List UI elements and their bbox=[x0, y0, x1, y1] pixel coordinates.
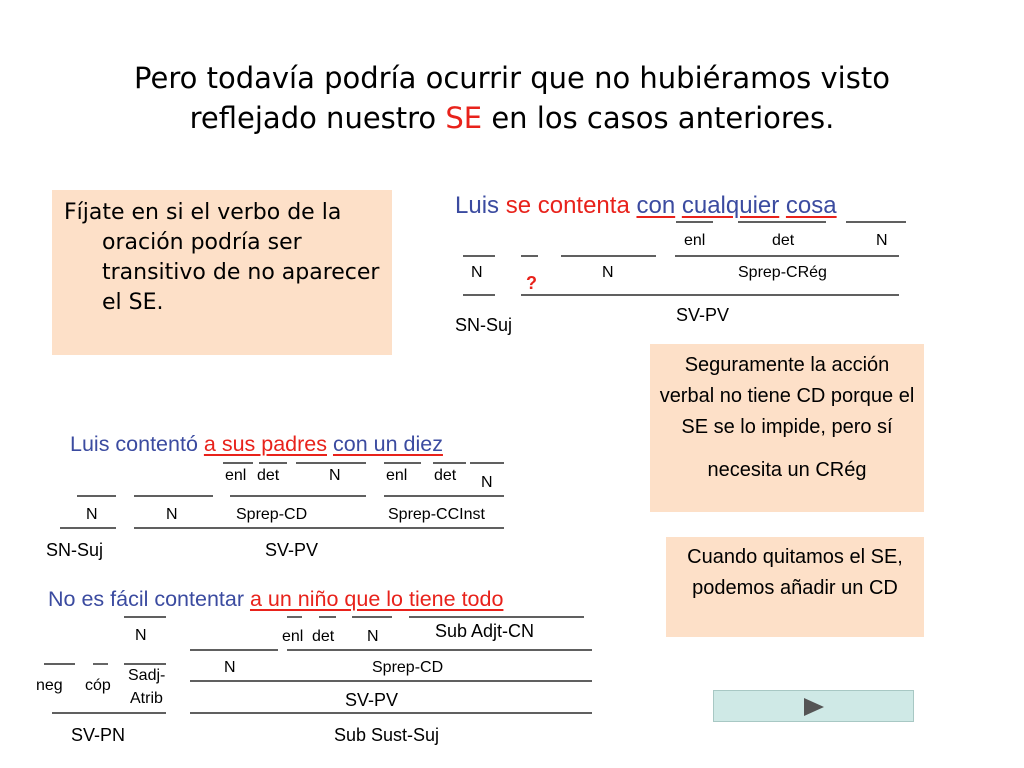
s1-word-con: con bbox=[636, 192, 676, 219]
s2-words-luis-contento: Luis contentó bbox=[70, 432, 198, 456]
title-line-1: Pero todavía podría ocurrir que no hubiéramos visto bbox=[134, 61, 890, 95]
s3-label-n-top2: N bbox=[367, 628, 379, 645]
s2-words-con-un-diez: con un diez bbox=[332, 432, 443, 456]
s2-label-n-top2: N bbox=[481, 474, 493, 491]
s1-label-question: ? bbox=[526, 273, 537, 293]
sentence-2 bbox=[70, 432, 443, 457]
s1-label-n1: N bbox=[471, 264, 483, 281]
s1-label-svpv: SV-PV bbox=[676, 305, 730, 325]
s2-label-enl2: enl bbox=[386, 467, 408, 484]
s3-label-atrib: Atrib bbox=[130, 690, 163, 707]
s1-label-snsuj: SN-Suj bbox=[455, 315, 513, 335]
s1-label-n2: N bbox=[602, 264, 614, 281]
s2-label-n2: N bbox=[166, 506, 178, 523]
note-left-text: Fíjate en si el verbo de la oración podría ser transitivo de no aparecer el SE. bbox=[64, 200, 380, 315]
s3-label-sadj: Sadj- bbox=[128, 667, 166, 684]
s3-label-svpn: SV-PN bbox=[71, 725, 126, 745]
s3-label-n-mid: N bbox=[224, 659, 236, 676]
s3-label-subadj: Sub Adjt-CN bbox=[435, 621, 535, 641]
s3-label-enl: enl bbox=[282, 628, 304, 645]
s3-words-no-es-facil: No es fácil contentar bbox=[48, 587, 244, 611]
s3-label-subsust: Sub Sust-Suj bbox=[334, 725, 440, 745]
title-line-2-end: en los casos anteriores. bbox=[482, 101, 835, 135]
s2-label-n1: N bbox=[86, 506, 98, 523]
s1-label-sprep: Sprep-CRég bbox=[738, 264, 827, 281]
s3-label-det: det bbox=[312, 628, 335, 645]
s3-label-sprep-cd: Sprep-CD bbox=[372, 659, 444, 676]
sentence-3 bbox=[48, 587, 503, 612]
s2-label-det1: det bbox=[257, 467, 280, 484]
s1-word-luis: Luis bbox=[455, 192, 500, 219]
title-line-2-start: reflejado nuestro bbox=[189, 101, 446, 135]
s2-label-sprep-cci: Sprep-CCInst bbox=[388, 506, 485, 523]
note-right-1-text: Seguramente la acción verbal no tiene CD porque el SE se lo impide, pero sí bbox=[659, 354, 915, 438]
s1-label-n-top: N bbox=[876, 232, 888, 249]
note-right-2-text: Cuando quitamos el SE, podemos añadir un CD bbox=[687, 546, 903, 599]
s1-label-enl: enl bbox=[684, 232, 706, 249]
s2-label-sprep-cd: Sprep-CD bbox=[236, 506, 308, 523]
s1-word-cualquier: cualquier bbox=[681, 192, 780, 219]
s1-word-se-contenta: se contenta bbox=[505, 192, 630, 219]
sentence-1 bbox=[455, 192, 837, 220]
s1-word-cosa: cosa bbox=[785, 192, 837, 219]
s2-words-a-sus-padres: a sus padres bbox=[203, 432, 327, 456]
s3-label-n-top: N bbox=[135, 627, 147, 644]
title-highlight-se: SE bbox=[445, 101, 483, 135]
s3-label-neg: neg bbox=[36, 677, 63, 694]
s3-words-a-un-nino: a un niño que lo tiene todo bbox=[249, 587, 504, 611]
s3-label-cop: cóp bbox=[85, 677, 111, 694]
s2-label-det2: det bbox=[434, 467, 457, 484]
s3-label-svpv: SV-PV bbox=[345, 690, 399, 710]
s1-label-det: det bbox=[772, 232, 795, 249]
s2-label-n-top1: N bbox=[329, 467, 341, 484]
play-right-icon bbox=[802, 697, 826, 717]
s2-label-enl1: enl bbox=[225, 467, 247, 484]
note-right-1-last-line: necesita un CRég bbox=[707, 459, 867, 481]
s2-label-svpv: SV-PV bbox=[265, 540, 319, 560]
s2-label-snsuj: SN-Suj bbox=[46, 540, 104, 560]
next-slide-button[interactable] bbox=[713, 690, 914, 722]
